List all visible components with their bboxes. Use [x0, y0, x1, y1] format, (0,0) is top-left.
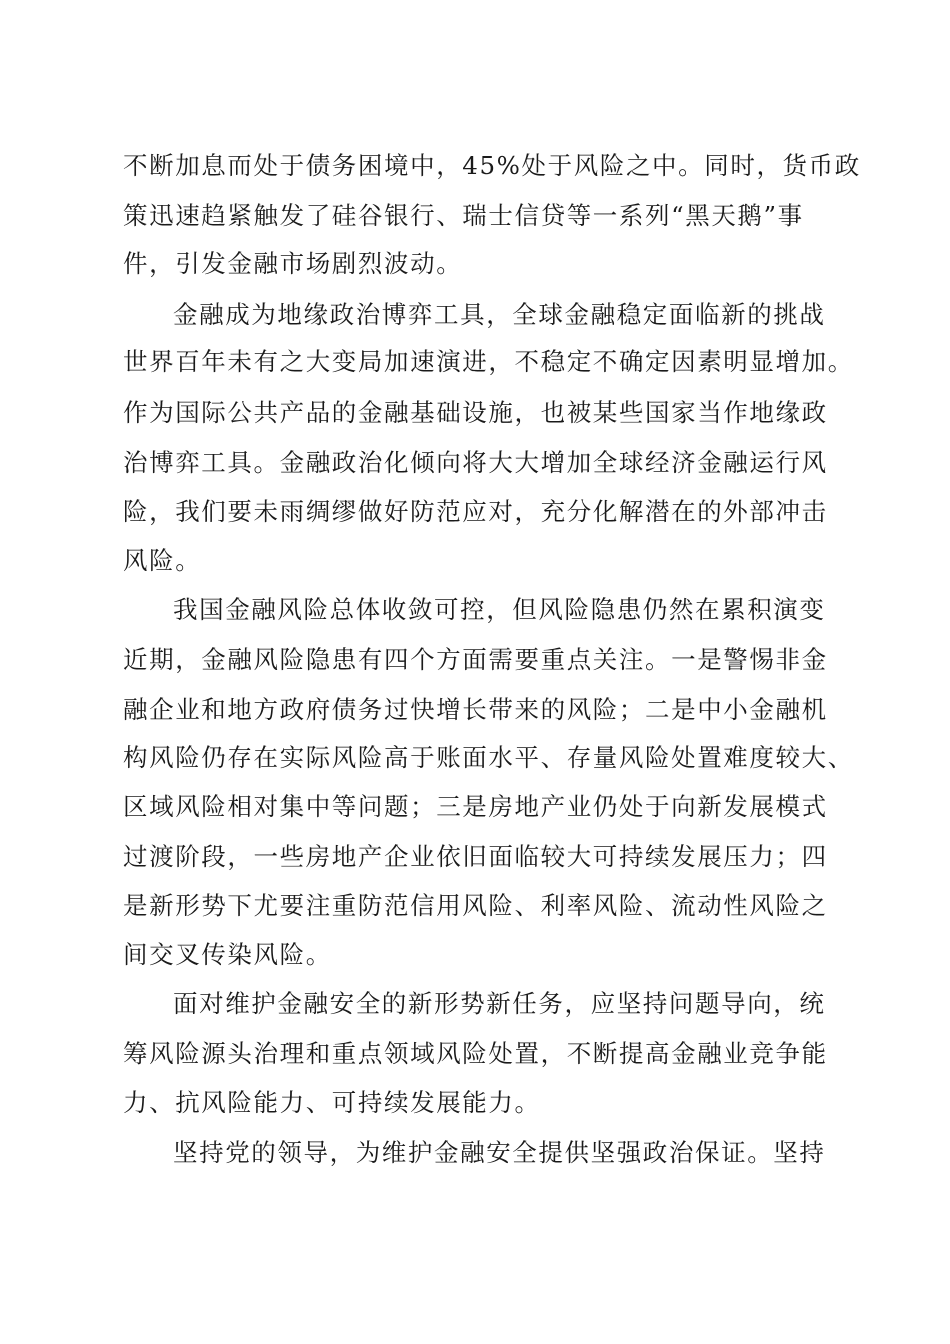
text-line: 过渡阶段，一些房地产企业依旧面临较大可持续发展压力；四	[123, 842, 828, 871]
paragraph-heading: 我国金融风险总体收敛可控，但风险隐患仍然在累积演变	[173, 595, 826, 624]
text-line: 策迅速趋紧触发了硅谷银行、瑞士信贷等一系列“黑天鹅”事	[123, 201, 804, 230]
text-line: 区域风险相对集中等问题；三是房地产业仍处于向新发展模式	[123, 792, 828, 821]
text-line: 作为国际公共产品的金融基础设施，也被某些国家当作地缘政	[123, 398, 828, 427]
text-line: 力、抗风险能力、可持续发展能力。	[123, 1088, 541, 1117]
paragraph-heading: 金融成为地缘政治博弈工具，全球金融稳定面临新的挑战	[173, 300, 826, 329]
text-line: 筹风险源头治理和重点领域风险处置，不断提高金融业竞争能	[123, 1039, 828, 1068]
text-line: 险，我们要未雨绸缪做好防范应对，充分化解潜在的外部冲击	[123, 497, 828, 526]
text-line: 构风险仍存在实际风险高于账面水平、存量风险处置难度较大、	[123, 743, 854, 772]
text-line: 世界百年未有之大变局加速演进，不稳定不确定因素明显增加。	[123, 347, 854, 376]
text-line: 近期，金融风险隐患有四个方面需要重点关注。一是警惕非金	[123, 645, 828, 674]
text-line: 融企业和地方政府债务过快增长带来的风险；二是中小金融机	[123, 695, 828, 724]
text-line: 件，引发金融市场剧烈波动。	[123, 249, 463, 278]
text-line: 是新形势下尤要注重防范信用风险、利率风险、流动性风险之	[123, 891, 828, 920]
paragraph-heading: 坚持党的领导，为维护金融安全提供坚强政治保证。坚持	[173, 1138, 826, 1167]
text-line: 间交叉传染风险。	[123, 940, 332, 969]
text-line: 不断加息而处于债务困境中，45%处于风险之中。同时，货币政	[123, 151, 861, 180]
text-line: 风险。	[123, 546, 202, 575]
paragraph-heading: 面对维护金融安全的新形势新任务，应坚持问题导向，统	[173, 989, 826, 1018]
text-line: 治博弈工具。金融政治化倾向将大大增加全球经济金融运行风	[123, 448, 828, 477]
